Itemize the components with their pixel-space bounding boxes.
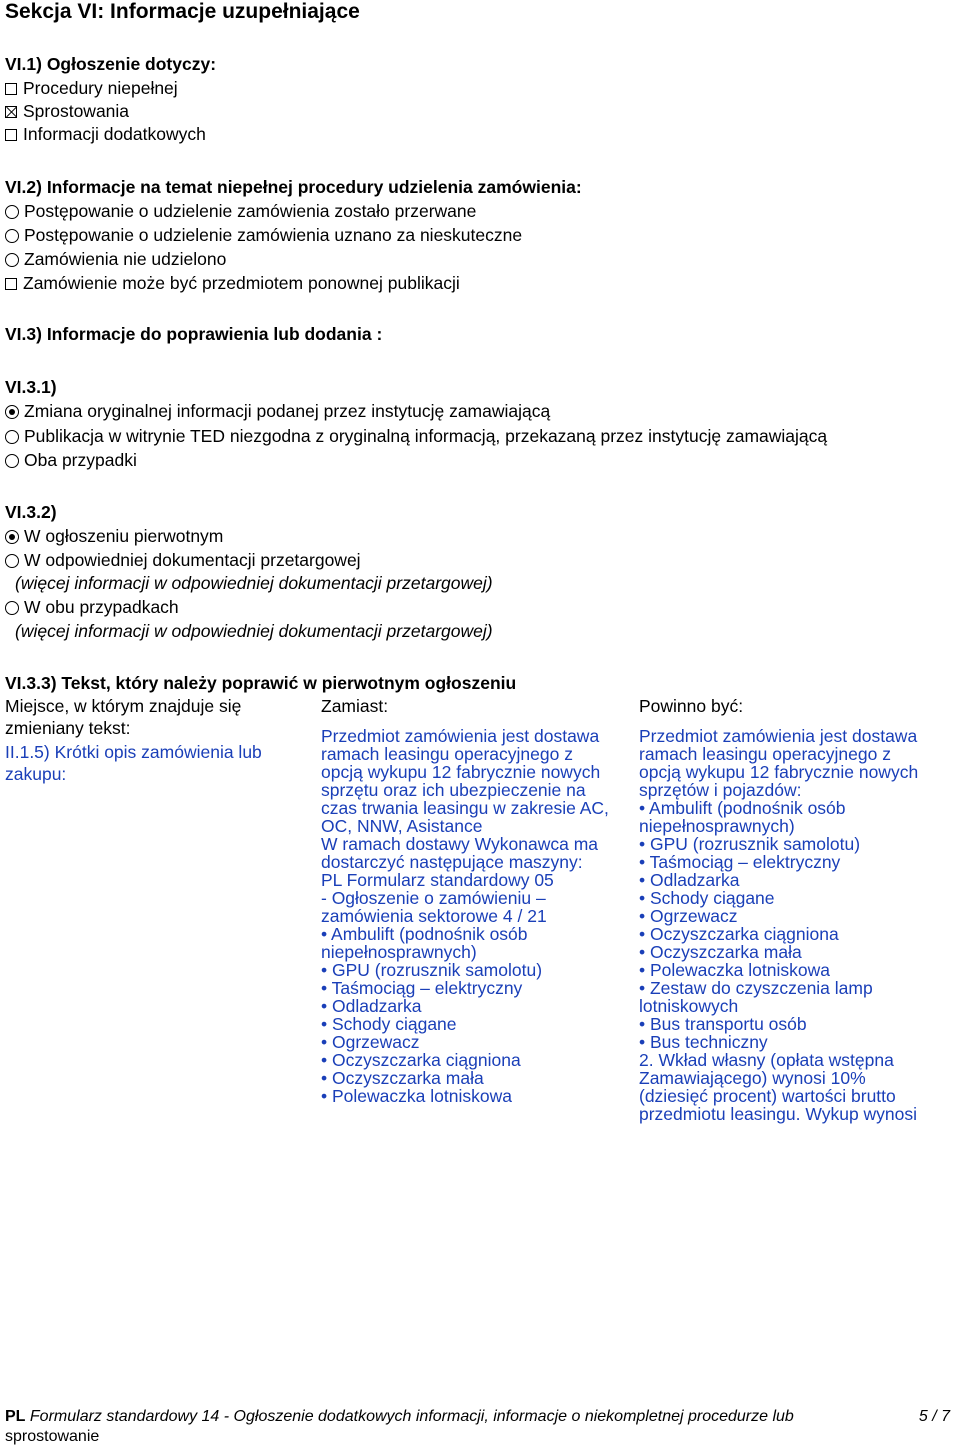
checkbox-empty-icon [5, 278, 17, 290]
page-number: 5 / 7 [918, 1408, 950, 1425]
radio-empty-icon [5, 229, 19, 243]
vi33-col-location-value: II.1.5) Krótki opis zamówienia lub zakupu: [5, 742, 262, 784]
vi1-option-informacji: Informacji dodatkowych [5, 123, 206, 145]
vi2-radio-nie-udzielono: Zamówienia nie udzielono [5, 248, 226, 270]
vi31-option-zmiana: Zmiana oryginalnej informacji podanej przez instytucję zamawiającą [5, 400, 550, 422]
vi32-option-dokumentacji: W odpowiedniej dokumentacji przetargowej [5, 549, 361, 571]
vi2-radio-przerwane: Postępowanie o udzielenie zamówienia zostało przerwane [5, 200, 476, 222]
radio-empty-icon [5, 601, 19, 615]
radio-empty-icon [5, 454, 19, 468]
vi2-heading: VI.2) Informacje na temat niepełnej procedury udzielenia zamówienia: [5, 177, 582, 197]
radio-empty-icon [5, 554, 19, 568]
checkbox-checked-icon [5, 106, 17, 118]
vi33-col-powinno-text: Przedmiot zamówienia jest dostawa ramach leasingu operacyjnego z opcją wykupu 12 fabrycznie nowych sprzętów i pojazdów: • Ambulift (podnośnik osób niepełnosprawnych) • GPU (rozrusznik samolotu) • Taśmociąg – elektryczny • Odladzarka • Schody ciągane • Ogrzewacz • Oczyszczarka ciągniona • Oczyszczarka mała • Polewaczka lotniskowa • Zestaw do czyszczenia lamp lotniskowych • Bus transportu osób • Bus techniczny 2. Wkład własny (opłata wstępna Zamawiającego) wynosi 10% (dziesięć procent) wartości brutto przedmiotu leasingu. Wykup wynosi [639, 726, 919, 1124]
page-footer [5, 1407, 955, 1447]
vi33-heading: VI.3.3) Tekst, który należy poprawić w pierwotnym ogłoszeniu [5, 673, 517, 693]
checkbox-empty-icon [5, 129, 17, 141]
checkbox-empty-icon [5, 83, 17, 95]
vi3-heading: VI.3) Informacje do poprawienia lub dodania : [5, 324, 383, 344]
vi33-col-zamiast-header: Zamiast: [321, 696, 389, 716]
vi31-label: VI.3.1) [5, 377, 57, 397]
footer-form-name: Formularz standardowy 14 - Ogłoszenie dodatkowych informacji, informacje o niekompletnej procedurze lub [29, 1408, 794, 1425]
radio-selected-icon [5, 530, 19, 544]
radio-empty-icon [5, 430, 19, 444]
vi32-option-obu: W obu przypadkach [5, 596, 179, 618]
vi1-option-procedury: Procedury niepełnej [5, 77, 178, 99]
radio-selected-icon [5, 405, 19, 419]
vi2-radio-nieskuteczne: Postępowanie o udzielenie zamówienia uznano za nieskuteczne [5, 224, 522, 246]
vi32-option-pierwotnym: W ogłoszeniu pierwotnym [5, 525, 223, 547]
footer-form-name-cont: sprostowanie [5, 1428, 100, 1445]
section-title: Sekcja VI: Informacje uzupełniające [5, 0, 360, 23]
vi2-checkbox-ponownej-publikacji: Zamówienie może być przedmiotem ponownej publikacji [5, 272, 460, 294]
vi31-option-oba: Oba przypadki [5, 449, 137, 471]
vi33-col-powinno-header: Powinno być: [639, 696, 744, 716]
vi32-note-obu: (więcej informacji w odpowiedniej dokumentacji przetargowej) [15, 621, 493, 641]
vi33-col-zamiast-text: Przedmiot zamówienia jest dostawa ramach leasingu operacyjnego z opcją wykupu 12 fabrycznie nowych sprzętu oraz ich ubezpieczenie na czas trwania leasingu w zakresie AC, OC, NNW, Asistance W ramach dostawy Wykonawca ma dostarczyć następujące maszyny: PL Formularz standardowy 05 - Ogłoszenie o zamówieniu – zamówienia sektorowe 4 / 21 • Ambulift (podnośnik osób niepełnosprawnych) • GPU (rozrusznik samolotu) • Taśmociąg – elektryczny • Odladzarka • Schody ciągane • Ogrzewacz • Oczyszczarka ciągniona • Oczyszczarka mała • Polewaczka lotniskowa [321, 726, 609, 1106]
vi33-col-location-header: Miejsce, w którym znajduje się zmieniany tekst: [5, 696, 242, 738]
vi1-option-sprostowania: Sprostowania [5, 100, 129, 122]
radio-empty-icon [5, 253, 19, 267]
vi32-note-dokumentacji: (więcej informacji w odpowiedniej dokumentacji przetargowej) [15, 573, 493, 593]
vi1-heading: VI.1) Ogłoszenie dotyczy: [5, 54, 217, 74]
vi31-option-publikacja-ted: Publikacja w witrynie TED niezgodna z oryginalną informacją, przekazaną przez instytucję zamawiającą [5, 425, 827, 447]
vi32-label: VI.3.2) [5, 502, 57, 522]
radio-empty-icon [5, 205, 19, 219]
footer-prefix: PL [5, 1408, 26, 1425]
